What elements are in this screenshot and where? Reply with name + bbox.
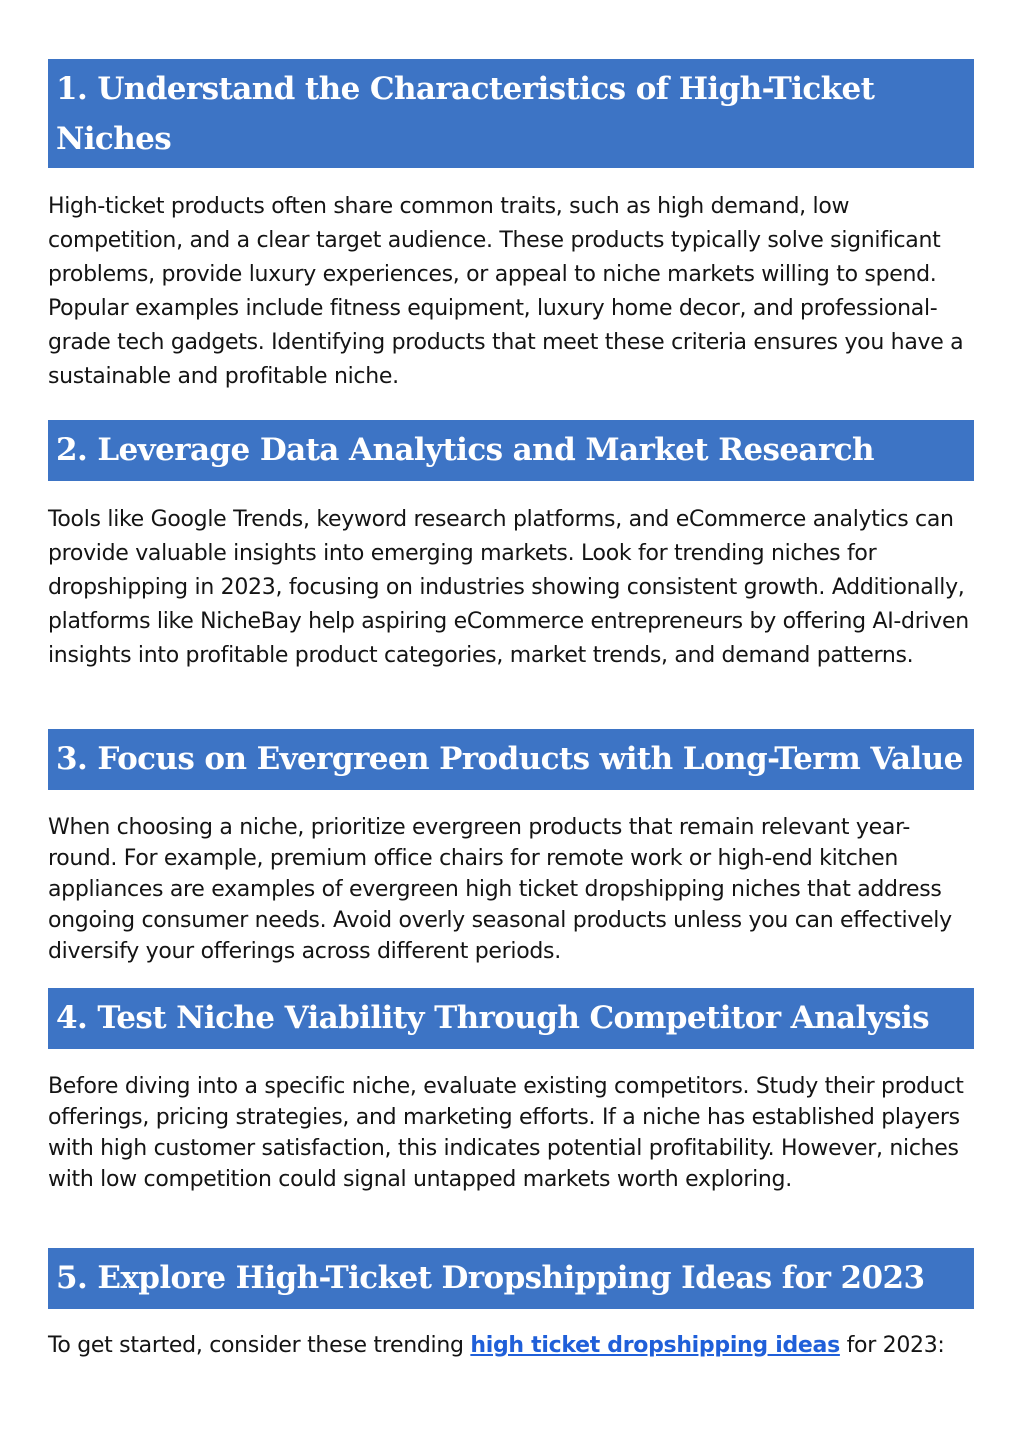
section-3-heading: 3. Focus on Evergreen Products with Long-Term Value (48, 729, 974, 790)
section-1-heading: 1. Understand the Characteristics of High-Ticket Niches (48, 59, 974, 168)
section-4-body: Before diving into a specific niche, evaluate existing competitors. Study their product offerings, pricing strategies, and marketing efforts. If a niche has established players with high customer satisfaction, this indicates potential profitability. However, niches with low competition could signal untapped markets worth exploring. (48, 1074, 964, 1192)
section-1-body: High-ticket products often share common traits, such as high demand, low competition, and a clear target audience. These products typically solve significant problems, provide luxury experiences, or appeal to niche markets willing to spend. Popular examples include fitness equipment, luxury home decor, and professional-grade tech gadgets. Identifying products that meet these criteria ensures you have a sustainable and profitable niche. (48, 194, 964, 389)
section-2-body: Tools like Google Trends, keyword research platforms, and eCommerce analytics can provide valuable insights into emerging markets. Look for trending niches for dropshipping in 2023, focusing on industries showing consistent growth. Additionally, platforms like NicheBay help aspiring eCommerce entrepreneurs by offering AI-driven insights into profitable product categories, market trends, and demand patterns. (48, 507, 969, 668)
section-3-body: When choosing a niche, prioritize evergreen products that remain relevant year-round. For example, premium office chairs for remote work or high-end kitchen appliances are examples of evergreen high ticket dropshipping niches that address ongoing consumer needs. Avoid overly seasonal products unless you can effectively diversify your offerings across different periods. (48, 815, 952, 964)
section-5-body (48, 1330, 976, 1362)
section-5-heading: 5. Explore High-Ticket Dropshipping Ideas for 2023 (48, 1248, 974, 1309)
section-2-heading: 2. Leverage Data Analytics and Market Research (48, 420, 974, 481)
section-4-heading: 4. Test Niche Viability Through Competitor Analysis (48, 988, 974, 1049)
high-ticket-ideas-link[interactable]: high ticket dropshipping ideas (470, 1333, 840, 1358)
section-5-body-intro: To get started, consider these trending (48, 1333, 471, 1358)
section-5-body-outro: for 2023: (839, 1333, 945, 1358)
